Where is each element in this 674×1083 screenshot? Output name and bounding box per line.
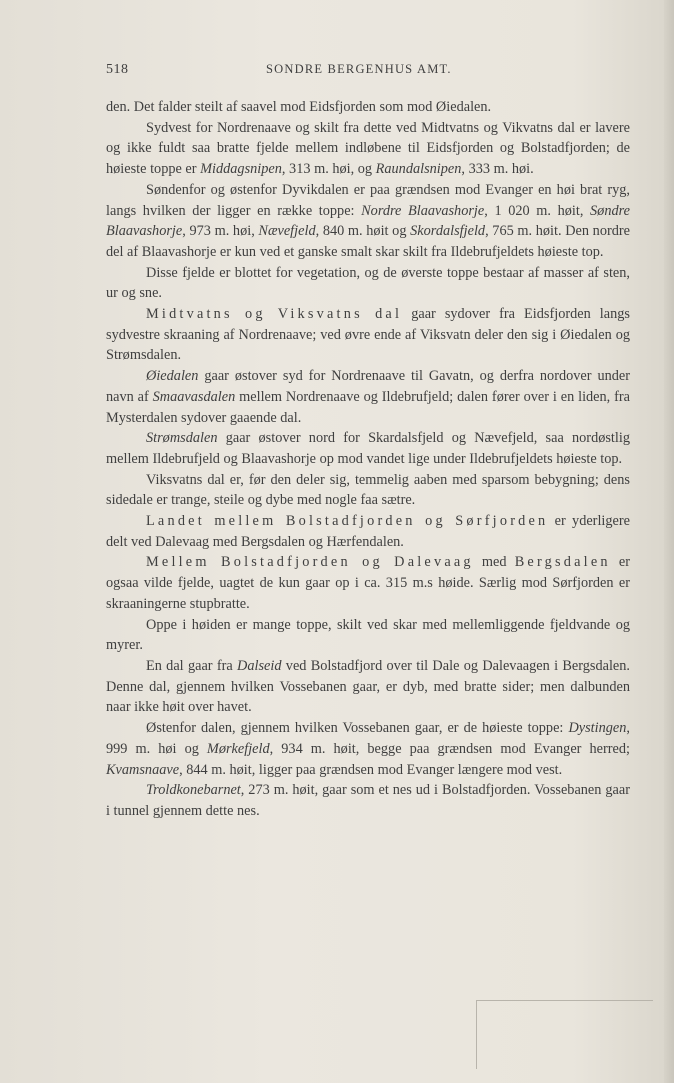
place-name: Strømsdalen (146, 430, 218, 447)
spaced-heading: Bergsdalen (514, 554, 611, 571)
place-name: Mørkefjeld (206, 740, 270, 757)
place-name: Øiedalen (146, 368, 199, 385)
text-run: , 973 m. høi, (182, 223, 259, 240)
paragraph (106, 97, 630, 118)
text-run: , 999 m. høi og (106, 720, 630, 757)
text-run: , 934 m. høit, begge paa grændsen mod Evanger herred; (269, 740, 630, 757)
text-run: er ogsaa vilde fjelde, uagtet de kun gaar op i ca. 315 m.s høide. Særlig mod Sørfjorden er skraaningerne stupbratte. (106, 554, 631, 612)
text-run: Søndenfor og østenfor Dyvikdalen er paa grændsen mod Evanger en høi brat ryg, langs hvilken der ligger en række toppe: (106, 181, 630, 219)
place-name: Nordre Blaavashorje (361, 202, 485, 219)
paragraph (106, 656, 630, 718)
text-run: , 273 m. høit, gaar som et nes ud i Bolstadfjorden. Vossebanen gaar i tunnel gjennem dette nes. (106, 782, 630, 819)
spaced-heading: Midtvatns og Viksvatns dal (146, 306, 403, 323)
place-name: Raundalsnipen (375, 161, 462, 178)
paragraph (106, 118, 630, 180)
paragraph (106, 366, 630, 428)
page-edge (664, 0, 674, 1083)
place-name: Middagsnipen (200, 161, 282, 178)
body-text (106, 97, 630, 822)
text-run: ved Bolstadfjord over til Dale og Dalevaagen i Bergsdalen. Denne dal, gjennem hvilken Vossebanen gaar, er dyb, med bratte sider; men dalbunden naar ikke høit over havet. (106, 657, 630, 716)
text-run: , 313 m. høi, og (281, 161, 376, 178)
running-header (106, 62, 630, 82)
paragraph (106, 552, 630, 614)
text-run: gaar østover syd for Nordrenaave til Gavatn, og derfra nordover under navn af (106, 368, 630, 405)
text-run: mellem Nordrenaave og Ildebrufjeld; dalen fører over i en liden, fra Mysterdalen sydover gaaende dal. (106, 388, 631, 426)
text-run: Oppe i høiden er mange toppe, skilt ved skar med mellemliggende fjeldvande og myrer. (106, 616, 630, 654)
place-name: Kvamsnaave (106, 761, 180, 778)
paragraph (106, 263, 630, 304)
text-run: En dal gaar fra (146, 657, 238, 674)
paragraph (106, 718, 630, 780)
library-stamp-frame (476, 1000, 653, 1069)
text-run: Disse fjelde er blottet for vegetation, og de øverste toppe bestaar af masser af sten, ur og sne. (106, 264, 630, 302)
place-name: Troldkonebarnet (146, 782, 241, 799)
text-run: , 333 m. høi. (461, 161, 534, 178)
paragraph (106, 180, 630, 263)
text-run: , 1 020 m. høit, (484, 202, 591, 219)
paragraph (106, 304, 630, 366)
place-name: Dystingen (568, 720, 627, 737)
paragraph (106, 615, 630, 656)
paragraph (106, 470, 630, 511)
text-run: den. Det falder steilt af saavel mod Eidsfjorden som mod Øiedalen. (106, 99, 492, 115)
spaced-heading: Landet mellem Bolstadfjorden og Sørfjorden (146, 513, 549, 530)
text-run: , 844 m. høit, ligger paa grændsen mod Evanger længere mod vest. (179, 761, 563, 778)
spaced-heading: Mellem Bolstadfjorden og Dalevaag (146, 554, 474, 571)
text-run: gaar sydover fra Eidsfjorden langs sydvestre skraaning af Nordrenaave; ved øvre ende af Viksvatn deler den sig i Øiedalen og Strømsdalen. (106, 306, 630, 364)
running-title: SONDRE BERGENHUS AMT. (266, 62, 452, 76)
page-number: 518 (106, 62, 129, 77)
text-run: gaar østover nord for Skardalsfjeld og Nævefjeld, saa nordøstlig mellem Ildebrufjeld og Blaavashorje op mod vandet lige under Ildebrufjeldets høieste top. (106, 430, 630, 467)
text-run: med (473, 554, 515, 571)
place-name: Dalseid (237, 657, 282, 674)
text-run: Østenfor dalen, gjennem hvilken Vossebanen gaar, er de høieste toppe: (146, 720, 569, 737)
text-run: Sydvest for Nordrenaave og skilt fra dette ved Midtvatns og Vikvatns dal er lavere og ikke fuldt saa bratte fjelde mellem indløbene til Eidsfjorden og Bolstadfjorden; de høieste toppe er (106, 119, 630, 178)
place-name: Søndre Blaavashorje (106, 202, 630, 240)
text-run: er yderligere delt ved Dalevaag med Bergsdalen og Hærfendalen. (106, 513, 630, 550)
place-name: Nævefjeld (258, 223, 316, 240)
paragraph (106, 511, 630, 552)
text-run: Viksvatns dal er, før den deler sig, temmelig aaben med sparsom bebygning; dens sidedale er trange, steile og dybe med nogle faa sætre. (106, 471, 630, 509)
text-run: , 840 m. høit og (315, 223, 411, 240)
place-name: Skordalsfjeld (410, 223, 486, 240)
paragraph (106, 780, 630, 821)
paragraph (106, 428, 630, 469)
place-name: Smaavasdalen (152, 388, 236, 405)
text-run: , 765 m. høit. Den nordre del af Blaavashorje er kun ved et ganske smalt skar skilt fra Ildebrufjeldets høieste top. (106, 223, 630, 260)
